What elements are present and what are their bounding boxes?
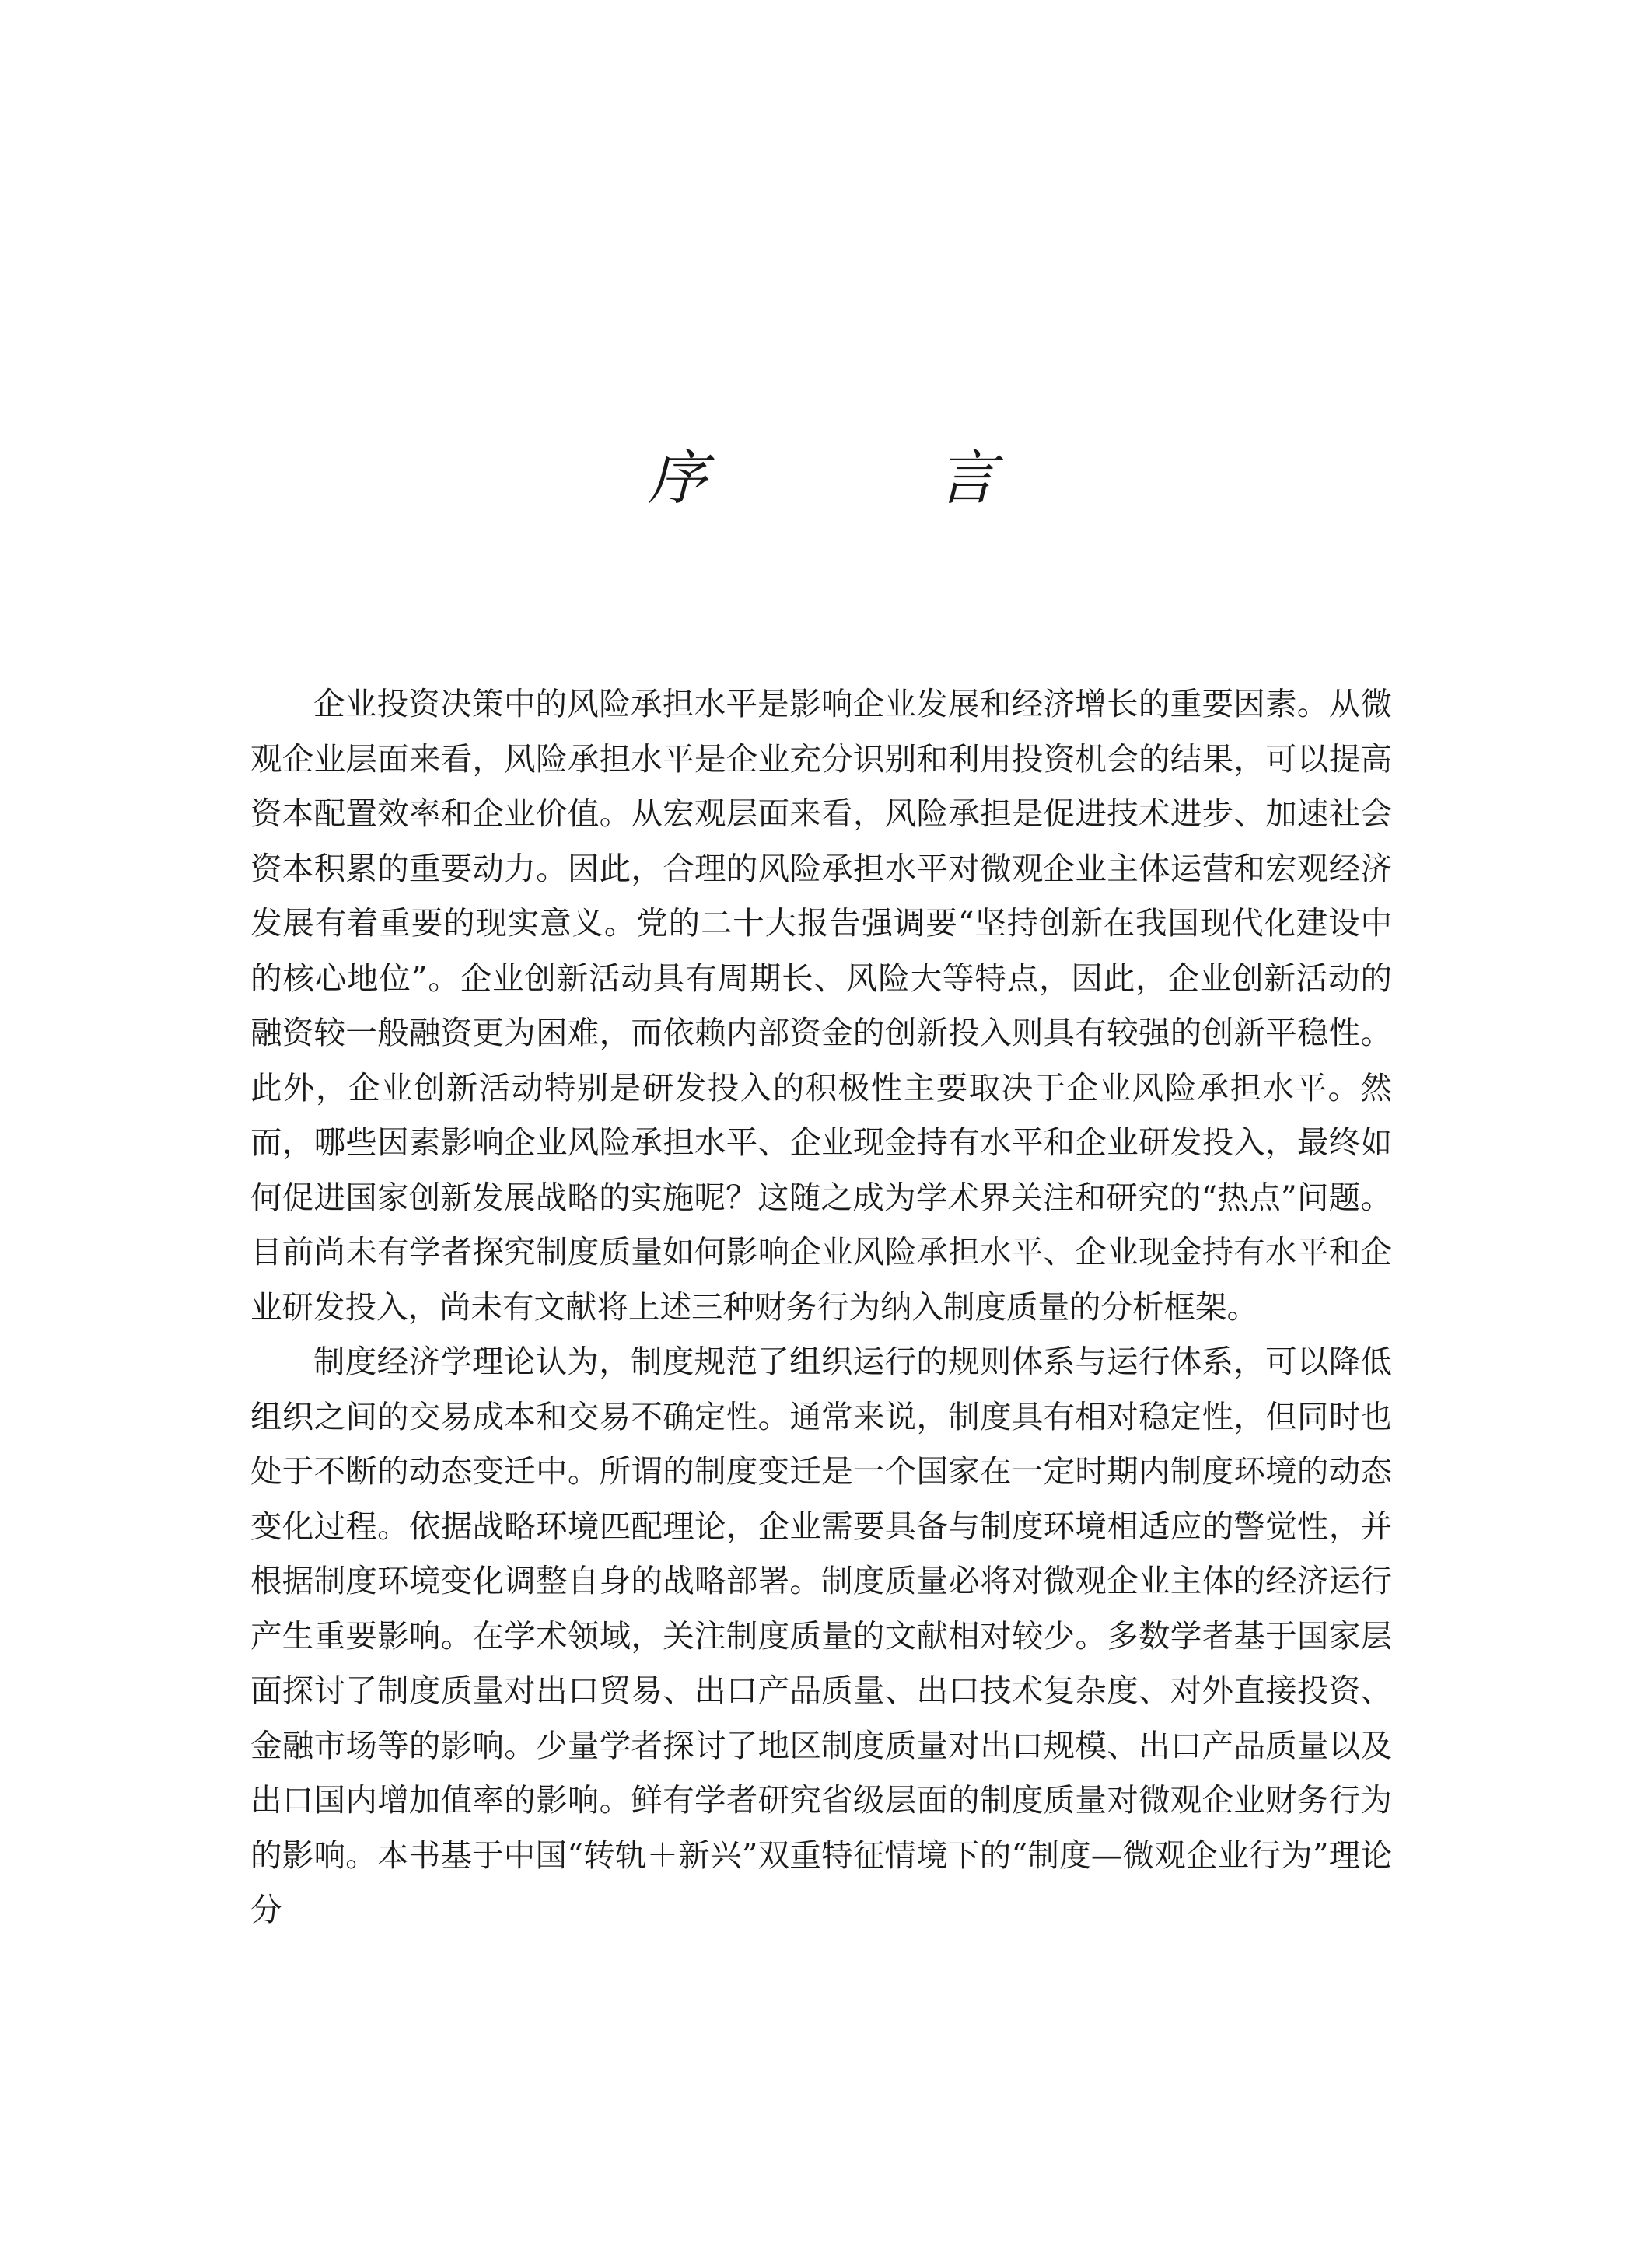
paragraph-2: 制度经济学理论认为，制度规范了组织运行的规则体系与运行体系，可以降低组织之间的交易成本和交易不确定性。通常来说，制度具有相对稳定性，但同时也处于不断的动态变迁中。所谓的制度变迁是一个国家在一定时期内制度环境的动态变化过程。依据战略环境匹配理论，企业需要具备与制度环境相适应的警觉性，并根据制度环境变化调整自身的战略部署。制度质量必将对微观企业主体的经济运行产生重要影响。在学术领域，关注制度质量的文献相对较少。多数学者基于国家层面探讨了制度质量对出口贸易、出口产品质量、出口技术复杂度、对外直接投资、金融市场等的影响。少量学者探讨了地区制度质量对出口规模、出口产品质量以及出口国内增加值率的影响。鲜有学者研究省级层面的制度质量对微观企业财务行为的影响。本书基于中国“转轨＋新兴”双重特征情境下的“制度—微观企业行为”理论分: [250, 1343, 1392, 1928]
body-text: [250, 676, 1392, 1938]
paragraph-1: 企业投资决策中的风险承担水平是影响企业发展和经济增长的重要因素。从微观企业层面来看，风险承担水平是企业充分识别和利用投资机会的结果，可以提高资本配置效率和企业价值。从宏观层面来看，风险承担是促进技术进步、加速社会资本积累的重要动力。因此，合理的风险承担水平对微观企业主体运营和宏观经济发展有着重要的现实意义。党的二十大报告强调要“坚持创新在我国现代化建设中的核心地位”。企业创新活动具有周期长、风险大等特点，因此，企业创新活动的融资较一般融资更为困难，而依赖内部资金的创新投入则具有较强的创新平稳性。此外，企业创新活动特别是研发投入的积极性主要取决于企业风险承担水平。然而，哪些因素影响企业风险承担水平、企业现金持有水平和企业研发投入，最终如何促进国家创新发展战略的实施呢？这随之成为学术界关注和研究的“热点”问题。目前尚未有学者探究制度质量如何影响企业风险承担水平、企业现金持有水平和企业研发投入，尚未有文献将上述三种财务行为纳入制度质量的分析框架。: [250, 685, 1392, 1326]
page-title: 序 言: [648, 443, 1082, 512]
